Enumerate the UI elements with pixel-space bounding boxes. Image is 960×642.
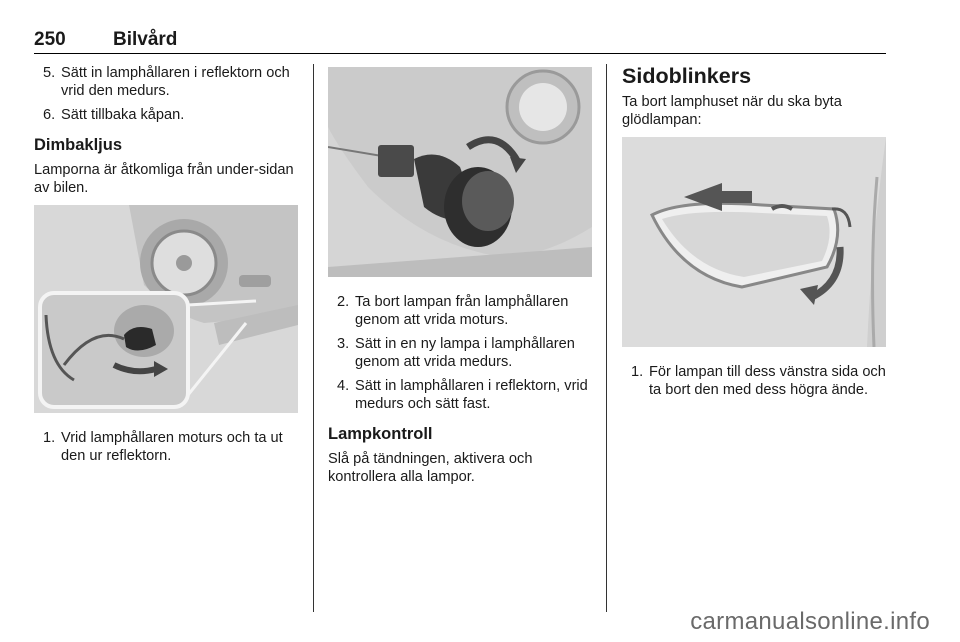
section-heading: Dimbakljus bbox=[34, 136, 123, 154]
step-item: 3. Sätt in en ny lampa i lamphållaren genom att vrida medurs. bbox=[337, 336, 575, 370]
step-item: 2. Ta bort lampan från lamphållaren genom att vrida moturs. bbox=[337, 294, 569, 328]
side-indicator-figure bbox=[622, 137, 886, 347]
column-middle bbox=[328, 64, 594, 486]
section-paragraph: Slå på tändningen, aktivera och kontrollera alla lampor. bbox=[328, 451, 533, 485]
column-right bbox=[622, 64, 886, 405]
bulb-holder-figure bbox=[328, 67, 592, 277]
section-heading: Lampkontroll bbox=[328, 425, 433, 443]
step-item: 1. För lampan till dess vänstra sida och ta bort den med dess högra ände. bbox=[631, 364, 886, 398]
step-item: 1. Vrid lamphållaren moturs och ta ut den ur reflektorn. bbox=[43, 430, 283, 464]
fog-light-figure bbox=[34, 205, 298, 413]
section-heading: Sidoblinkers bbox=[622, 64, 752, 88]
step-item: 5. Sätt in lamphållaren i reflektorn och vrid den medurs. bbox=[43, 65, 290, 99]
column-divider bbox=[313, 64, 314, 612]
step-item: 4. Sätt in lamphållaren i reflektorn, vrid medurs och sätt fast. bbox=[337, 378, 588, 412]
section-intro: Lamporna är åtkomliga från under-sidan av bilen. bbox=[34, 162, 294, 196]
chapter-title: Bilvård bbox=[113, 29, 178, 50]
step-item: 6. Sätt tillbaka kåpan. bbox=[43, 107, 185, 123]
section-intro: Ta bort lamphuset när du ska byta glödlampan: bbox=[622, 94, 842, 128]
page-number: 250 bbox=[34, 29, 66, 50]
page-header bbox=[34, 27, 886, 54]
column-left bbox=[34, 64, 302, 471]
column-divider bbox=[606, 64, 607, 612]
watermark: carmanualsonline.info bbox=[690, 608, 930, 635]
